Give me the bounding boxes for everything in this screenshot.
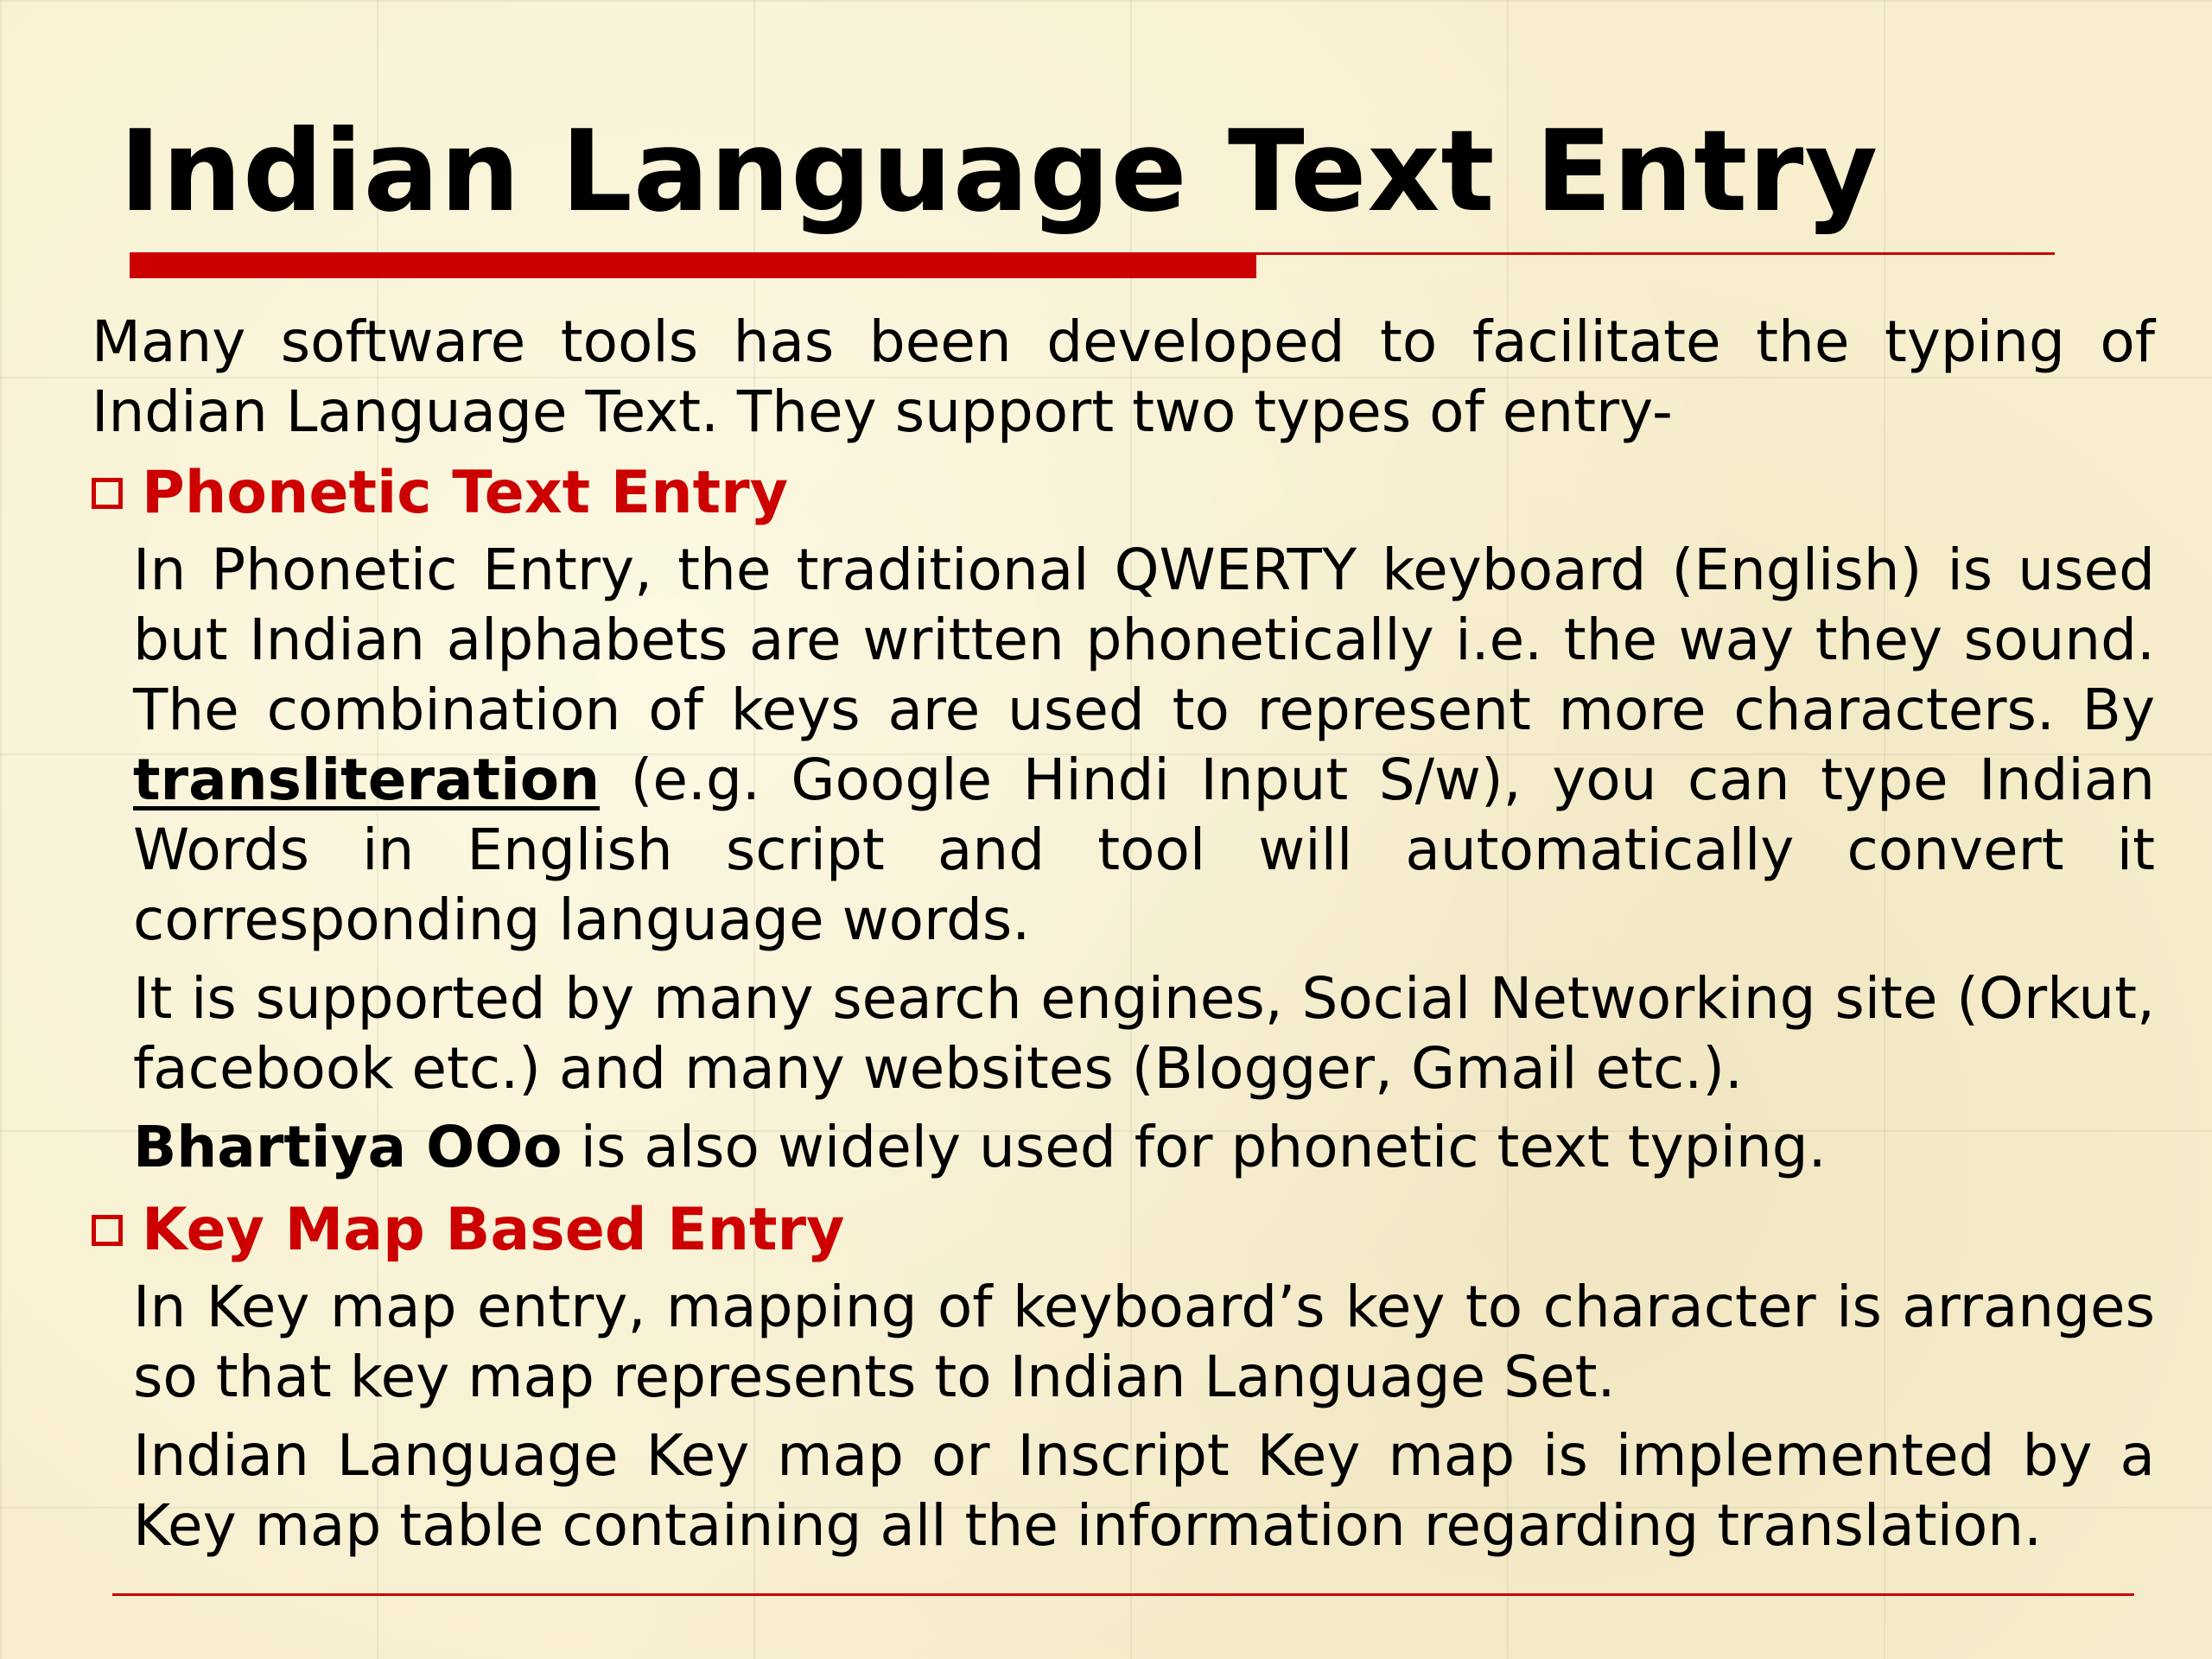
keymap-paragraph-1: In Key map entry, mapping of keyboard’s key to character is arranges so that key map represents to Indian Language Set.	[133, 1274, 2155, 1410]
slide-body	[92, 307, 2155, 1569]
keymap-paragraph-2: Indian Language Key map or Inscript Key map is implemented by a Key map table containing all the information regarding translation.	[133, 1422, 2155, 1559]
slide-title: Indian Language Text Entry	[119, 105, 1879, 237]
footer-divider	[112, 1593, 2134, 1596]
phonetic-p1-text-after: (e.g. Google Hindi Input S/w), you can type Indian Words in English script and tool will automatically convert it corresponding language words.	[133, 747, 2155, 953]
section-heading-label: Key Map Based Entry	[142, 1196, 845, 1264]
hollow-square-bullet-icon	[92, 478, 123, 509]
phonetic-paragraph-3	[133, 1112, 2155, 1182]
section-heading-phonetic	[92, 454, 2155, 533]
hollow-square-bullet-icon	[92, 1215, 123, 1246]
title-underline-thin	[1256, 252, 2055, 255]
phonetic-paragraph-1	[133, 535, 2155, 955]
section-heading-label: Phonetic Text Entry	[142, 459, 789, 527]
transliteration-link[interactable]: transliteration	[133, 747, 601, 813]
section-heading-keymap	[92, 1191, 2155, 1270]
intro-paragraph: Many software tools has been developed to facilitate the typing of Indian Language Text. They support two types of entry-	[92, 308, 2155, 445]
phonetic-paragraph-2: It is supported by many search engines, Social Networking site (Orkut, facebook etc.) and many websites (Blogger, Gmail etc.).	[133, 965, 2155, 1102]
phonetic-p3-text: is also widely used for phonetic text typing.	[562, 1114, 1827, 1180]
bhartiya-ooo-label: Bhartiya OOo	[133, 1114, 563, 1180]
title-underline-thick	[130, 252, 1256, 278]
phonetic-p1-text-before: In Phonetic Entry, the traditional QWERTY keyboard (English) is used but Indian alphabets are written phonetically i.e. the way they sound. The combination of keys are used to represent more characters. By	[133, 537, 2155, 743]
